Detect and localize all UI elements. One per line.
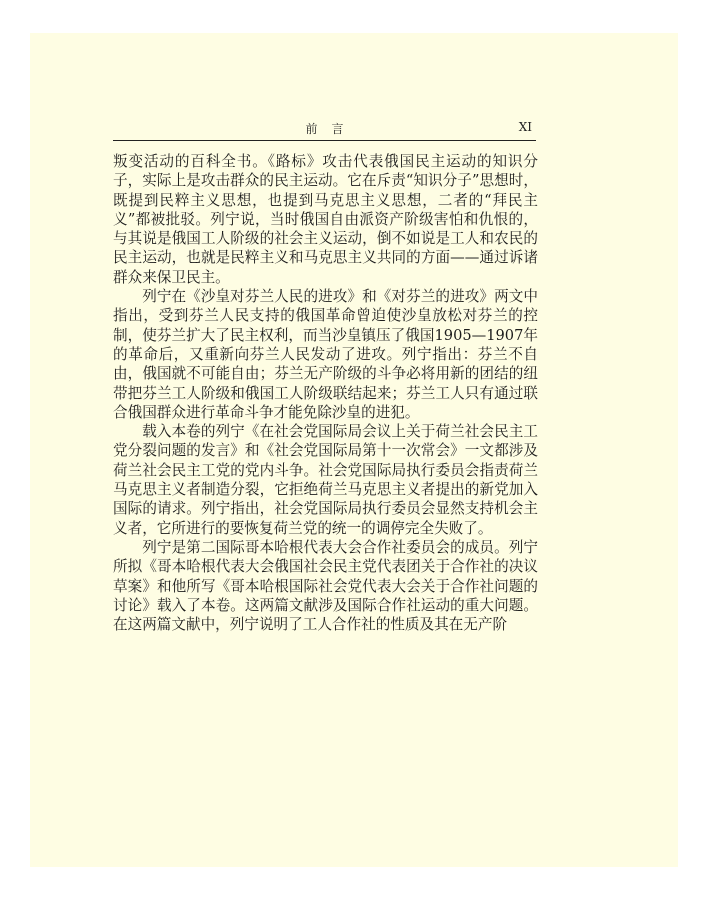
paragraph-3: 载入本卷的列宁《在社会党国际局会议上关于荷兰社会民主工党分裂问题的发言》和《社会党国际局第十一次常会》一文都涉及荷兰社会民主工党的党内斗争。社会党国际局执行委员会指责荷兰马克思主义者制造分裂，它拒绝荷兰马克思主义者提出的新党加入国际的请求。列宁指出，社会党国际局执行委员会显然支持机会主义者，它所进行的要恢复荷兰党的统一的调停完全失败了。 bbox=[113, 423, 538, 537]
body-text bbox=[113, 152, 538, 634]
paragraph-4: 列宁是第二国际哥本哈根代表大会合作社委员会的成员。列宁所拟《哥本哈根代表大会俄国社会民主党代表团关于合作社的决议草案》和他所写《哥本哈根国际社会党代表大会关于合作社问题的讨论》载入了本卷。这两篇文献涉及国际合作社运动的重大问题。在这两篇文献中，列宁说明了工人合作社的性质及其在无产阶 bbox=[113, 538, 538, 634]
running-header bbox=[113, 120, 536, 141]
header-title: 前言 bbox=[305, 122, 358, 136]
paragraph-2: 列宁在《沙皇对芬兰人民的进攻》和《对芬兰的进攻》两文中指出，受到芬兰人民支持的俄国革命曾迫使沙皇放松对芬兰的控制，使芬兰扩大了民主权利，而当沙皇镇压了俄国1905—1907年的革命后，又重新向芬兰人民发动了进攻。列宁指出：芬兰不自由，俄国就不可能自由；芬兰无产阶级的斗争必将用新的团结的纽带把芬兰工人阶级和俄国工人阶级联结起来；芬兰工人只有通过联合俄国群众进行革命斗争才能免除沙皇的进犯。 bbox=[113, 288, 538, 421]
page-number: XI bbox=[518, 120, 532, 134]
paragraph-1: 叛变活动的百科全书。《路标》攻击代表俄国民主运动的知识分子，实际上是攻击群众的民主运动。它在斥责“知识分子”思想时，既提到民粹主义思想，也提到马克思主义思想，二者的“拜民主义”都被批驳。列宁说，当时俄国自由派资产阶级害怕和仇恨的，与其说是俄国工人阶级的社会主义运动，倒不如说是工人和农民的民主运动，也就是民粹主义和马克思主义共同的方面——通过诉诸群众来保卫民主。 bbox=[113, 153, 538, 286]
